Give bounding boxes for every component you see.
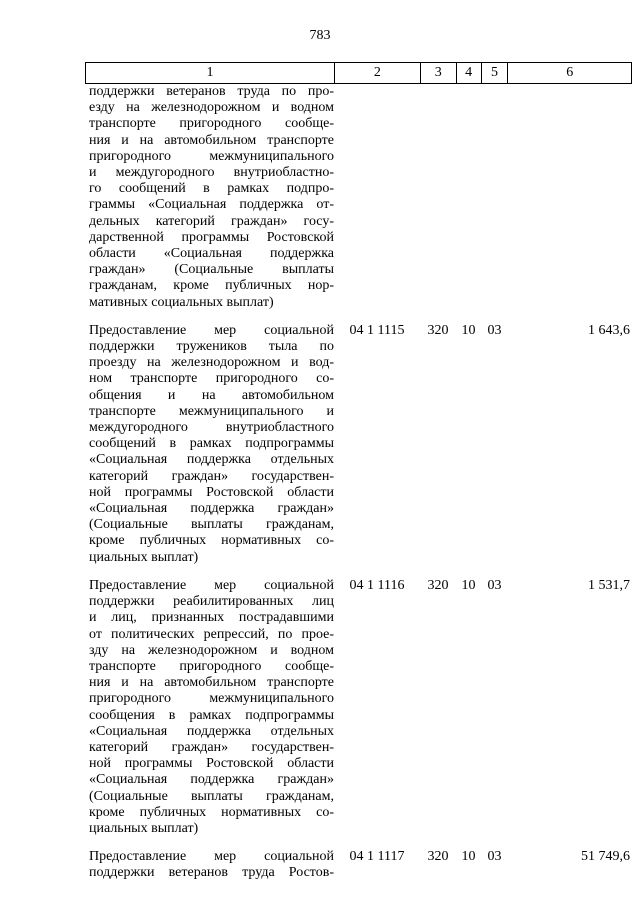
expense-type: 320: [427, 849, 449, 865]
description-line: «Социальная поддержка отдельных: [89, 723, 334, 739]
description-line: граждан» (Социальные выплаты: [89, 262, 334, 278]
expense-type: [420, 84, 456, 311]
description-line: го сообщений в рамках подпро-: [89, 181, 334, 197]
description-line: «Социальная поддержка отдельных: [89, 452, 334, 468]
description-line: транспорте пригородного сообще-: [89, 658, 334, 674]
table-header: [85, 62, 632, 84]
description-line: граммы «Социальная поддержка от-: [89, 197, 334, 213]
description-line: дарственной программы Ростовской: [89, 229, 334, 245]
description-line: гражданам, кроме публичных нор-: [89, 278, 334, 294]
row-spacer: [85, 837, 632, 849]
row-description: [85, 578, 334, 837]
description-line: пригородного межмуниципального: [89, 691, 334, 707]
description-line: циальных выплат): [89, 820, 199, 836]
description-line: кроме публичных нормативных со-: [89, 533, 334, 549]
target-code: 04 1 1116: [349, 577, 405, 593]
description-line: «Социальная поддержка граждан»: [89, 501, 334, 517]
target-code: 04 1 1117: [349, 849, 405, 865]
description-line: Предоставление мер социальной: [89, 849, 334, 865]
description-line: общения и на автомобильном: [89, 387, 334, 403]
amount: [508, 84, 632, 311]
description-line: сообщений в рамках подпрограммы: [89, 436, 334, 452]
description-line: категорий граждан» государствен-: [89, 739, 334, 755]
subsection: 03: [487, 849, 502, 865]
subsection: 03: [487, 577, 502, 593]
target-code: 04 1 1115: [349, 322, 405, 338]
description-line: транспорте пригородного сообще-: [89, 116, 334, 132]
row-description: [85, 849, 334, 881]
section: 10: [461, 849, 476, 865]
amount: 1 643,6: [588, 322, 630, 338]
description-line: циальных выплат): [89, 549, 199, 565]
description-line: транспорте межмуниципального и: [89, 403, 334, 419]
header-col-6: 6: [507, 63, 631, 83]
table-row: [85, 578, 632, 837]
section: 10: [461, 577, 476, 593]
row-description: [85, 323, 334, 566]
description-line: ной программы Ростовской области: [89, 756, 334, 772]
description-line: от политических репрессий, по прое-: [89, 626, 334, 642]
target-code: [334, 84, 420, 311]
table-row: [85, 849, 632, 881]
description-line: проезду на железнодорожном и вод-: [89, 355, 334, 371]
subsection: [481, 84, 508, 311]
description-line: пригородного межмуниципального: [89, 148, 334, 164]
description-line: поддержки тружеников тыла по: [89, 339, 334, 355]
header-col-2: 2: [334, 63, 420, 83]
page-number: 783: [309, 28, 331, 43]
description-line: поддержки ветеранов труда Ростов-: [89, 865, 334, 881]
row-description: [85, 84, 334, 311]
description-line: ния и на автомобильном транспорте: [89, 132, 334, 148]
description-line: поддержки реабилитированных лиц: [89, 594, 334, 610]
section: [456, 84, 481, 311]
description-line: (Социальные выплаты гражданам,: [89, 517, 334, 533]
table-body: [85, 84, 632, 882]
description-line: (Социальные выплаты гражданам,: [89, 788, 334, 804]
description-line: дельных категорий граждан» госу-: [89, 213, 334, 229]
header-col-5: 5: [481, 63, 508, 83]
description-line: сообщения в рамках подпрограммы: [89, 707, 334, 723]
description-line: Предоставление мер социальной: [89, 577, 334, 593]
header-col-3: 3: [420, 63, 456, 83]
description-line: и лиц, признанных пострадавшими: [89, 610, 334, 626]
description-line: «Социальная поддержка граждан»: [89, 772, 334, 788]
description-line: мативных социальных выплат): [89, 294, 274, 310]
description-line: ном транспорте пригородного со-: [89, 371, 334, 387]
row-spacer: [85, 311, 632, 323]
amount: 1 531,7: [588, 577, 630, 593]
table-row: [85, 323, 632, 566]
expense-type: 320: [427, 322, 449, 338]
subsection: 03: [487, 322, 502, 338]
description-line: ния и на автомобильном транспорте: [89, 675, 334, 691]
row-spacer: [85, 566, 632, 578]
description-line: кроме публичных нормативных со-: [89, 804, 334, 820]
amount: 51 749,6: [581, 849, 630, 865]
description-line: и междугородного внутриобластно-: [89, 165, 334, 181]
description-line: Предоставление мер социальной: [89, 322, 334, 338]
description-line: поддержки ветеранов труда по про-: [89, 84, 334, 99]
description-line: ной программы Ростовской области: [89, 484, 334, 500]
header-col-4: 4: [456, 63, 481, 83]
description-line: езду на железнодорожном и водном: [89, 100, 334, 116]
description-line: категорий граждан» государствен-: [89, 468, 334, 484]
description-line: междугородного внутриобластного: [89, 420, 334, 436]
description-line: зду на железнодорожном и водном: [89, 642, 334, 658]
table-row: [85, 84, 632, 311]
header-col-1: 1: [206, 65, 214, 80]
section: 10: [461, 322, 476, 338]
expense-type: 320: [427, 577, 449, 593]
description-line: области «Социальная поддержка: [89, 246, 334, 262]
